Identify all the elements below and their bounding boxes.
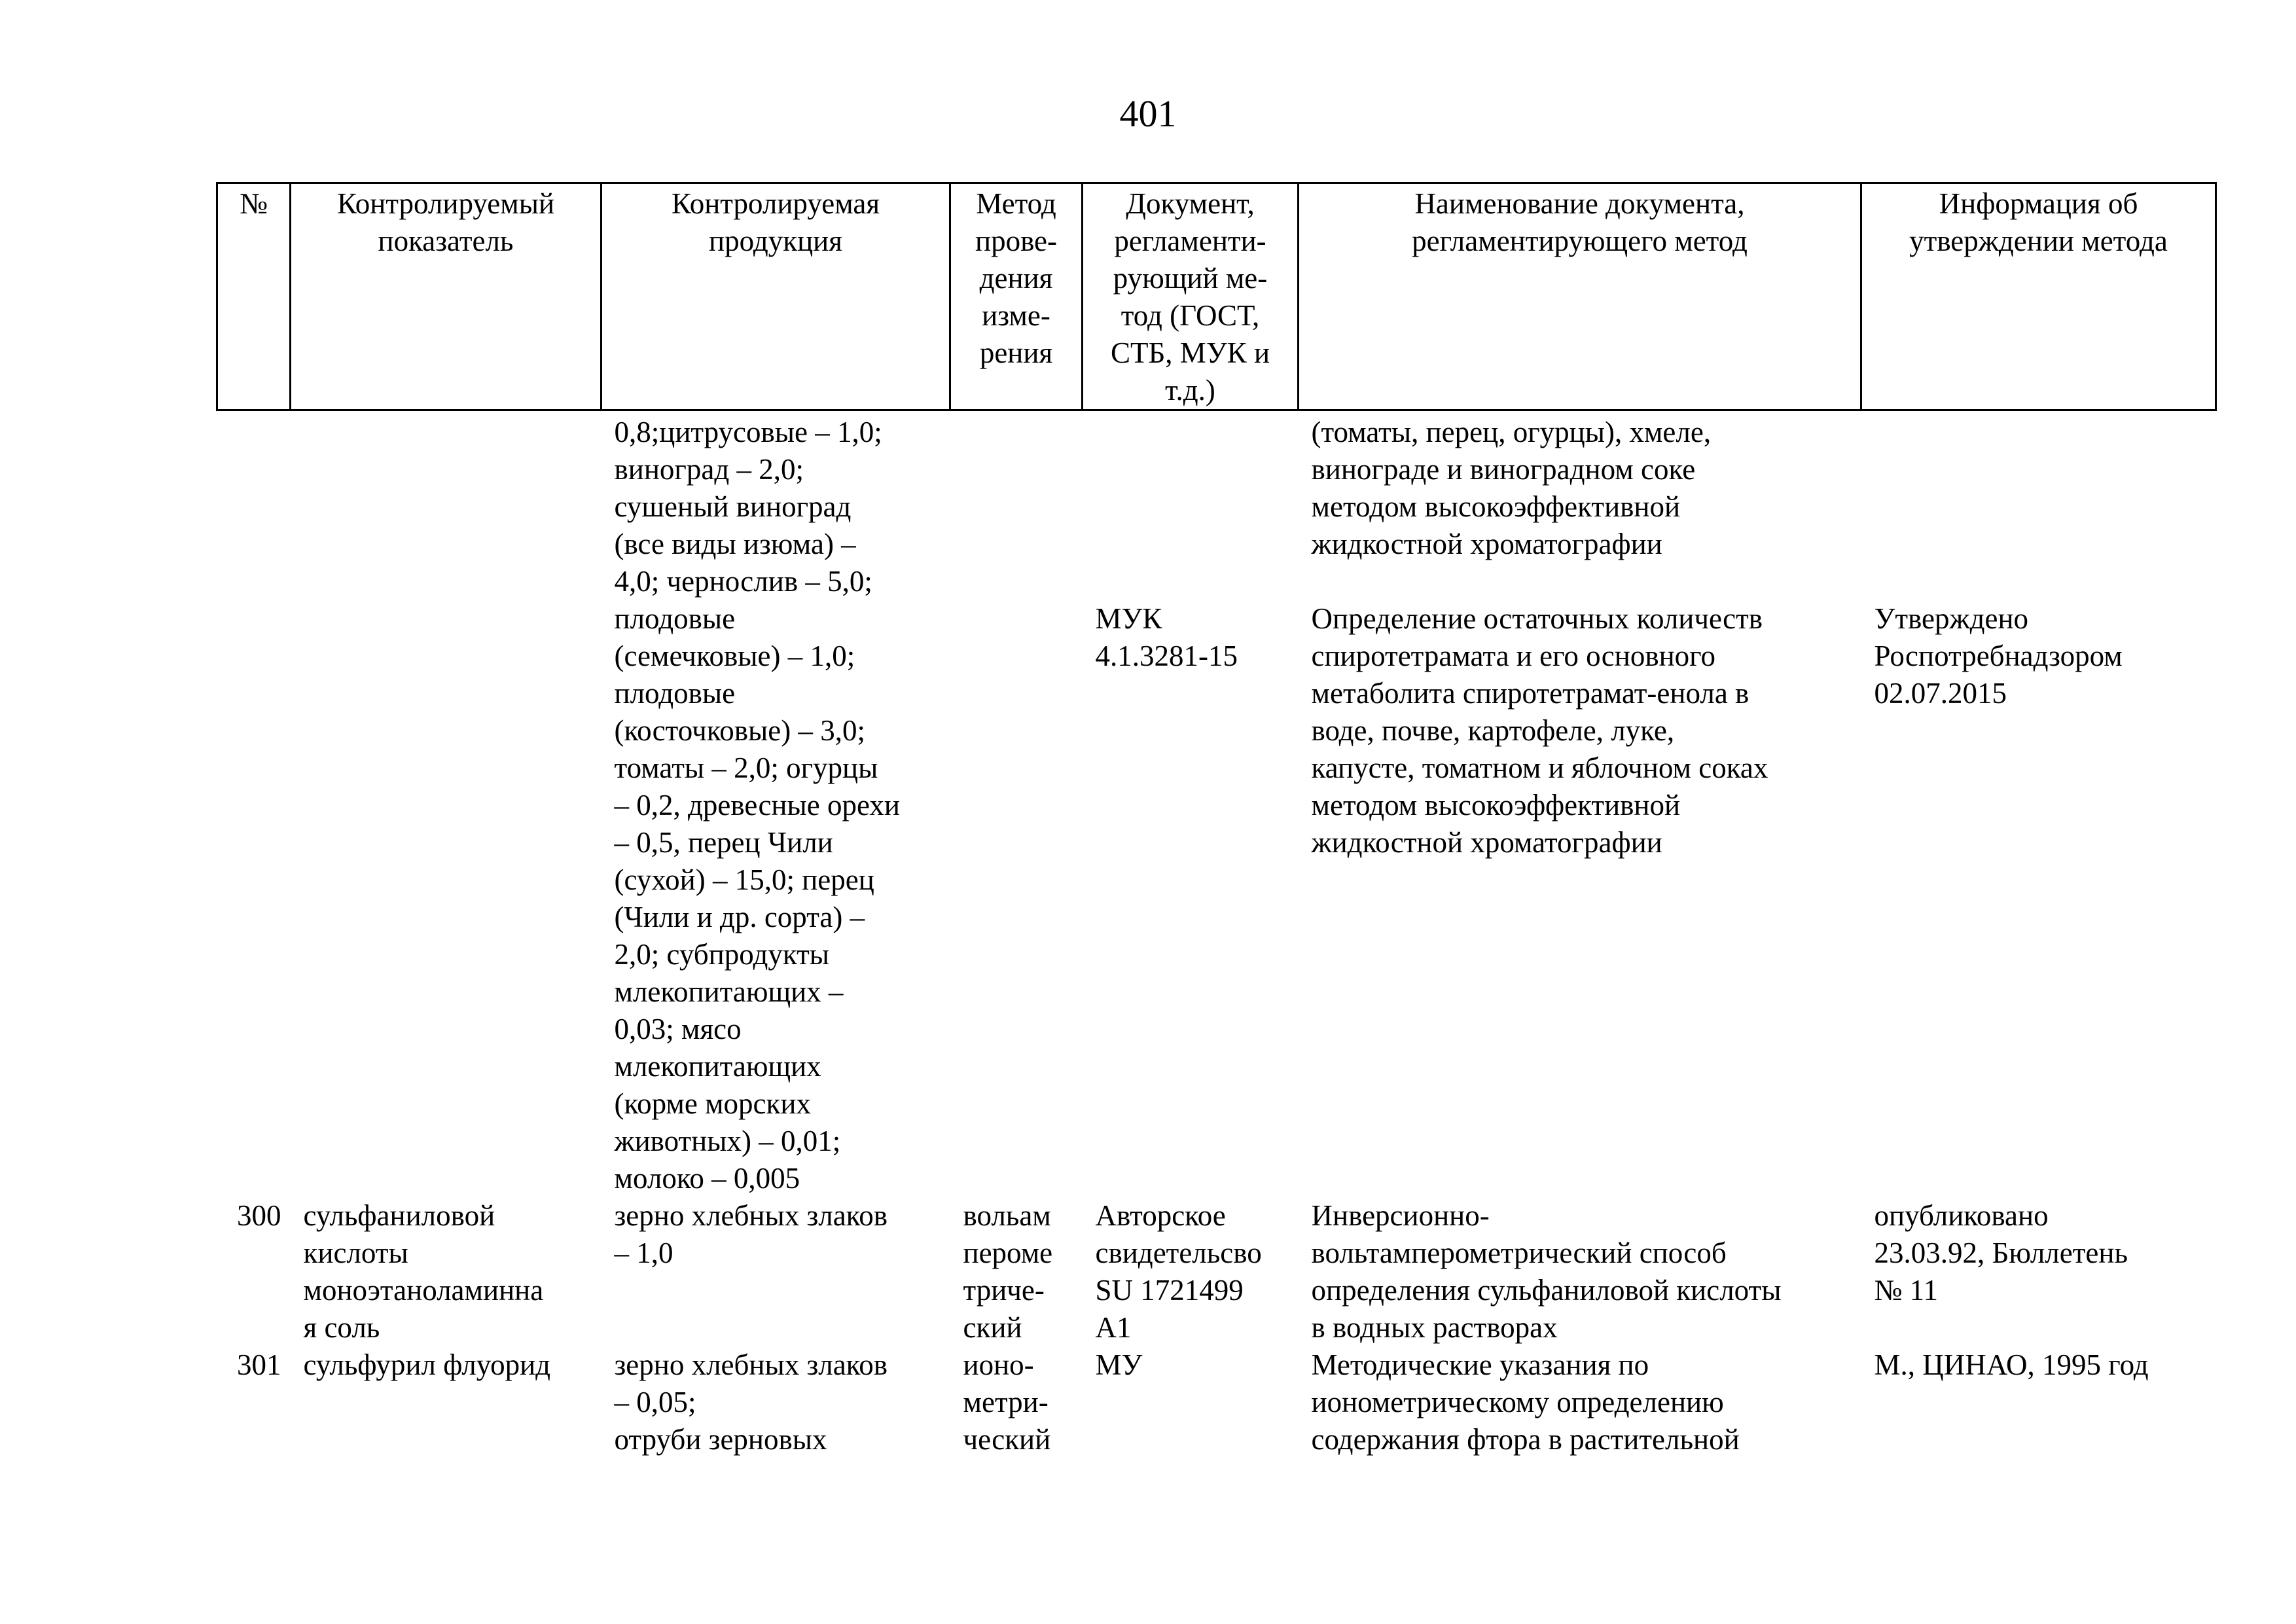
cell-document-name: Инверсионно- вольтамперометрический способ определения сульфаниловой кислоты в водных растворах: [1311, 1199, 1782, 1344]
header-document-name: Наименование документа, регламентирующего метод: [1299, 183, 1861, 410]
approval-text: Утверждено Роспотребнадзором 02.07.2015: [1874, 602, 2123, 710]
cell-number: [217, 410, 291, 1198]
header-product: Контролируемая продукция: [601, 183, 950, 410]
cell-indicator: сульфаниловой кислоты моноэтаноламинна я соль: [303, 1199, 544, 1344]
cell-document: [1083, 410, 1299, 1198]
cell-method: ионо- метри- ческий: [963, 1348, 1051, 1456]
table-header-row: [217, 183, 2216, 410]
cell-method: [950, 410, 1083, 1198]
document-name-continued: (томаты, перец, огурцы), хмеле, винограде и виноградном соке методом высокоэффективной жидкостной хроматографии: [1311, 416, 1712, 560]
cell-indicator: [291, 410, 601, 1198]
cell-number: 301: [237, 1348, 281, 1381]
cell-document-name: Методические указания по ионометрическому определению содержания фтора в растительной: [1311, 1348, 1740, 1456]
table-row-300: [217, 1197, 2216, 1346]
table-row-301: [217, 1346, 2216, 1458]
header-approval-info: Информация об утверждении метода: [1861, 183, 2216, 410]
cell-document-name: [1299, 410, 1861, 1198]
methods-table: [216, 182, 2217, 1458]
cell-indicator: сульфурил флуорид: [303, 1348, 551, 1381]
document-code: МУК 4.1.3281-15: [1095, 602, 1238, 672]
cell-approval-info: опубликовано 23.03.92, Бюллетень № 11: [1874, 1199, 2128, 1307]
cell-approval-info: М., ЦИНАО, 1995 год: [1874, 1348, 2149, 1381]
cell-document: Авторское свидетельсво SU 1721499 А1: [1095, 1199, 1262, 1344]
header-number: №: [217, 183, 291, 410]
cell-product: 0,8;цитрусовые – 1,0; виноград – 2,0; сушеный виноград (все виды изюма) – 4,0; чернослив – 5,0; плодовые (семечковые) – 1,0; плодовые (косточковые) – 3,0; томаты – 2,0; огурцы – 0,2, древесные орехи – 0,5, перец Чили (сухой) – 15,0; перец (Чили и др. сорта) – 2,0; субпродукты млекопитающих – 0,03; мясо млекопитающих (корме морских животных) – 0,01; молоко – 0,005: [614, 416, 900, 1195]
table-row-continuation: [217, 410, 2216, 1198]
header-document: Документ, регламенти-рующий ме-тод (ГОСТ, СТБ, МУК и т.д.): [1083, 183, 1299, 410]
cell-product: зерно хлебных злаков – 1,0: [614, 1199, 888, 1269]
cell-number: 300: [237, 1199, 281, 1232]
document-name-second: Определение остаточных количеств спиротетрамата и его основного метаболита спиротетрамат-енола в воде, почве, картофеле, луке, капусте, томатном и яблочном соках методом высокоэффективной жидкостной хроматографии: [1311, 602, 1768, 859]
cell-document: МУ: [1095, 1348, 1143, 1381]
page-number: 401: [1119, 92, 1177, 135]
cell-product: зерно хлебных злаков – 0,05; отруби зерновых: [614, 1348, 888, 1456]
header-indicator: Контролируемый показатель: [291, 183, 601, 410]
cell-approval-info: [1861, 410, 2216, 1198]
header-method: Метод прове-дения изме-рения: [950, 183, 1083, 410]
cell-method: вольам пероме триче- ский: [963, 1199, 1053, 1344]
